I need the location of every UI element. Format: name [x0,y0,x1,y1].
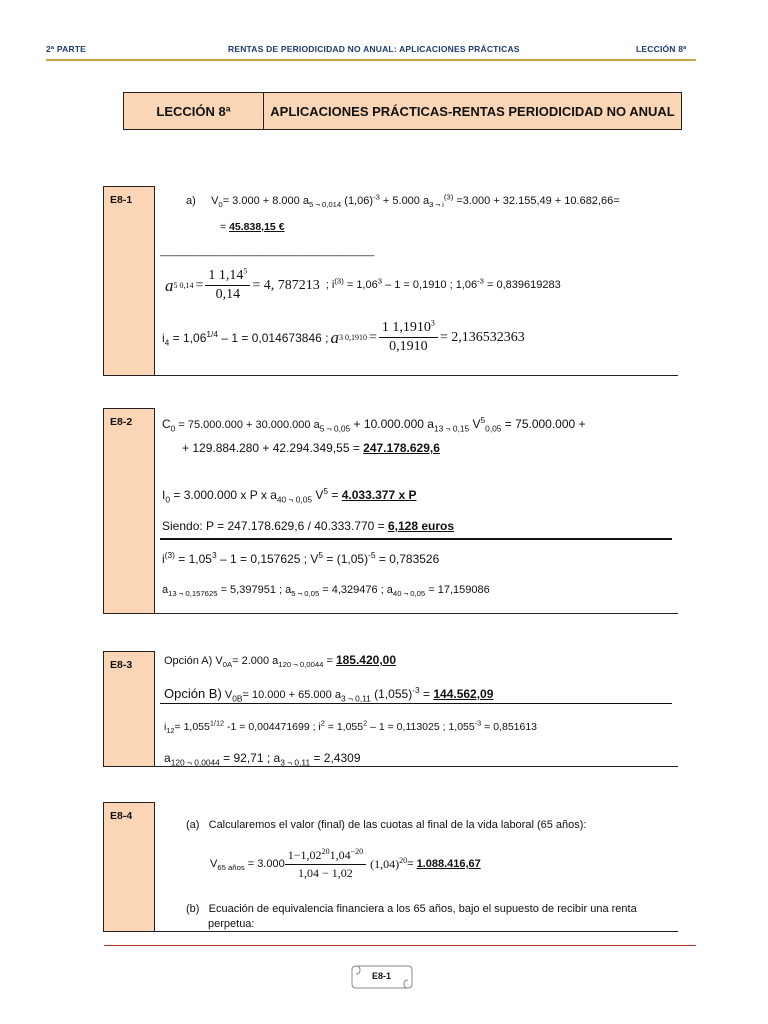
lesson-topic: APLICACIONES PRÁCTICAS-RENTAS PERIODICIDAD NO ANUAL [270,103,675,119]
lesson-number: LECCIÓN 8ª [124,93,264,129]
text: = 4,329476 ; a [319,584,393,596]
text: = 3.000.000 x P x a [170,488,277,502]
result: 185.420,00 [335,653,397,667]
text: 5 [318,550,324,560]
text: 120 ¬ 0,0044 [170,757,220,768]
text: V [312,488,324,502]
text: = (1,05) [323,552,369,566]
e82-line4 [162,520,454,532]
text: = 75.000.000 + [501,417,586,431]
header-part: 2ª PARTE [46,44,87,54]
text: 0A [222,660,233,670]
text: Ecuación de equivalencia financiera a los 65 años, bajo el supuesto de recibir una renta [208,903,637,915]
text: (3) [443,192,454,202]
text: = 2.000 a [232,655,279,667]
e81-formula2: $i_4 = 1,06^{1/4} - 1 = 0,014673846$ ; a 3 0,1910 = $\frac{1 1,1910^3}{0,1910}$ = 2,136532363 [162,318,525,354]
text: 3 ¬ 0,11 [280,757,311,768]
result: 4.033.377 x P [341,488,417,502]
text: 13 ¬ 0,157625 [168,589,218,599]
text: = [328,488,342,502]
text: = 1,06 [169,330,207,345]
e83-line4 [164,751,361,768]
text: V [210,858,218,870]
text: 20 [399,856,408,865]
text: = 1,06 [343,279,378,291]
annuity-symbol: a [330,327,339,347]
text: 5 [323,486,329,496]
exercise-divider [103,613,678,614]
text: = 4, 787213 [252,277,320,293]
text: i [162,330,165,345]
text: 3 ¬ 0,11 [340,693,371,704]
text: = 17,159086 [425,584,490,596]
header-lesson: LECCIÓN 8ª [636,44,687,54]
text: = 1,05 [174,552,212,566]
item-marker: (a) [186,819,200,831]
text: = 3.000 + 8.000 a [222,195,309,207]
text: = 3.000 [244,858,285,870]
text: 5 ¬ 0,05 [291,589,320,599]
exercise-label-e8-1 [103,186,155,376]
e84-part-a [186,820,586,831]
text: 4 [164,336,170,347]
text: = 10.000 + 65.000 a [242,689,341,701]
text: (1,055) [370,687,413,701]
text: = 0,839619283 [483,279,561,291]
item-marker: a) [186,195,196,207]
exercise-id: E8-2 [110,416,133,428]
e83-line1 [164,653,397,670]
text: 40 ¬ 0,05 [276,494,313,505]
text: 13 ¬ 0,15 [433,423,470,434]
exercise-id: E8-4 [110,810,133,822]
e82-line6 [162,584,490,599]
text: 2 [363,718,368,728]
text: 1−1,02 [287,848,322,862]
text: 1 1,14 [208,268,244,283]
text: 65 años [217,863,245,873]
text: a [162,584,169,596]
lesson-title-box [123,92,682,130]
text: 0 [218,200,223,210]
text: V [221,689,233,701]
text: = 2,136532363 [439,329,525,345]
e81-divider-line: ___________________________________ [160,245,375,257]
text: – 1 = 0,157625 ; V [216,552,319,566]
text: 3 ¬ i [429,200,444,210]
e83-line2 [164,685,494,704]
text: 40 ¬ 0,05 [392,589,426,599]
text: 0,05 [485,423,502,434]
text: V [469,417,481,431]
text: 5 [243,266,248,276]
text: = 2,4309 [310,751,361,765]
text: 0 [165,494,171,505]
text: V [211,195,219,207]
text: – 1 = 0,1910 ; 1,06 [382,279,478,291]
text: (3) [164,550,175,560]
text: 1,04 [329,848,351,862]
text: Opción B) [164,686,222,701]
text: I [162,488,166,502]
text: -1 = 0,004471699 ; i [224,721,321,733]
text: 120 ¬ 0,0044 [278,660,324,670]
text: = 75.000.000 + 30.000.000 a [175,419,320,431]
exercise-label-e8-4 [103,802,155,932]
text: 5 ¬ 0,05 [319,423,351,434]
result: 247.178.629,6 [363,441,440,455]
text: = [407,858,417,870]
e81-formula1: a 5 0,14 = $\frac{1 1,14^5}{0,14}$ = 4, 787213 ; $i^{(3)} = 1,06^3 - 1 = 0,1910$ ; $1,06^{-3} = 0,839619283$ [165,266,561,302]
text: a [164,751,171,765]
text: 0 [170,423,176,434]
e83-line3 [164,718,538,736]
text: 2 [320,718,325,728]
text: (3) [334,276,344,286]
text: = 0,851613 [481,721,538,733]
text: (1,04) [370,857,400,871]
page-number-scroll [350,960,414,990]
e83-rule [160,703,672,704]
text: 12 [166,726,175,736]
text: – 1 = 0,113025 ; 1,055 [367,721,475,733]
text: -5 [368,550,376,560]
result: 1.088.416,67 [416,858,481,870]
text: + 10.000.000 a [350,417,434,431]
text: 3 [377,276,383,286]
e84-part-b [186,904,637,915]
text: = 92,71 ; a [219,751,281,765]
text: 5 ¬ 0,014 [308,200,342,210]
text: (1,06) [341,195,374,207]
text: =3.000 + 32.155,49 + 10.682,66= [453,195,620,207]
text: 1 1,1910 [381,320,431,335]
text: + 129.884.280 + 42.294.349,55 = [182,441,364,455]
text: 0,1910 [389,339,428,354]
text: = [419,687,434,701]
header-title: RENTAS DE PERIODICIDAD NO ANUAL: APLICACIONES PRÁCTICAS [228,44,520,54]
text: −20 [350,847,364,856]
text: ; i [325,279,335,291]
annuity-symbol: a [165,275,174,295]
text: -3 [477,276,484,286]
header-divider [46,59,696,61]
text: = 5,397951 ; a [217,584,292,596]
e84-part-b-cont: perpetua: [208,918,255,930]
text: 20 [321,847,330,856]
e82-line2 [182,442,440,454]
text: 5 [480,415,486,425]
text: Opción A) V [164,655,223,667]
text: Calcularemos el valor (final) de las cuotas al final de la vida laboral (65 años): [208,819,587,831]
text: = [323,655,336,667]
exercise-divider [103,931,678,932]
text: 1,04 − 1,02 [298,866,353,880]
e82-rule [160,538,672,540]
fraction [205,268,250,303]
text: 0,14 [215,287,241,302]
e84-formula [210,848,481,881]
text: = [220,221,230,233]
exercise-label-e8-3 [103,651,155,767]
text: + 5.000 a [379,195,430,207]
text: – 1 = 0,014673846 ; [218,330,329,345]
e82-line3 [162,486,417,505]
text: = 1,055 [324,721,364,733]
text: Siendo: P = 247.178.629,6 / 40.333.770 = [162,519,388,533]
fraction [379,320,438,355]
text: -3 [373,192,380,202]
exercise-id: E8-3 [110,659,133,671]
text: i [162,552,165,566]
page-number: E8-1 [372,971,392,981]
e81-line2 [220,222,285,233]
result: 144.562,09 [433,687,494,701]
text: C [162,417,171,431]
exercise-divider [103,375,678,376]
e81-line1 [186,192,620,210]
result: 45.838,15 € [229,221,285,233]
item-marker: (b) [186,903,200,915]
text: = 1,055 [174,721,210,733]
text: -3 [474,718,482,728]
exercise-label-e8-2 [103,408,155,614]
text: 1/4 [206,328,219,339]
text: 3 [211,550,217,560]
e82-line5 [162,550,440,566]
e82-line1 [162,415,586,434]
text: 1/12 [209,718,225,728]
fraction [285,848,366,881]
text: i [164,721,167,733]
result: 6,128 euros [387,519,455,533]
text: 0B [232,693,243,704]
footer-divider [104,945,696,946]
exercise-id: E8-1 [110,194,133,206]
text: 3 [430,318,435,328]
text: -3 [412,685,420,695]
text: = 0,783526 [375,552,440,566]
